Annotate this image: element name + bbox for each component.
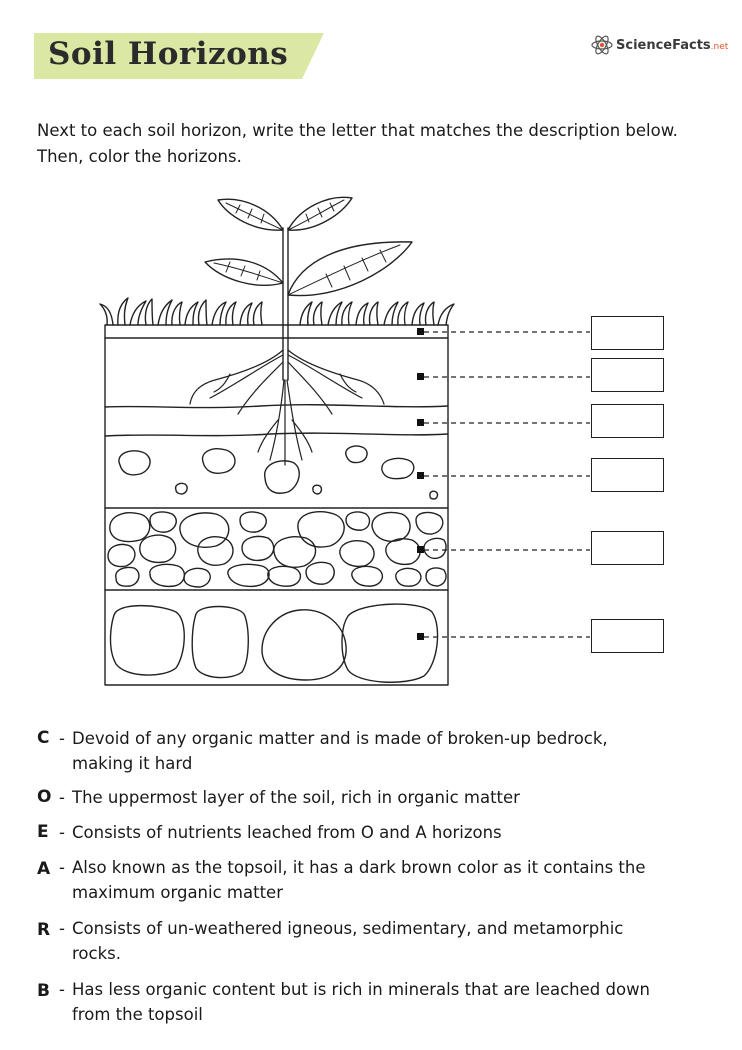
pointer-marker <box>417 373 424 380</box>
pointer-marker <box>417 546 424 553</box>
logo-main: ScienceFacts <box>616 37 711 53</box>
grass <box>100 298 454 325</box>
page-title: Soil Horizons <box>48 36 289 72</box>
description-line-1: Has less organic content but is rich in minerals that are leached down <box>72 980 651 999</box>
plant-stem <box>283 228 288 380</box>
answer-box-3[interactable] <box>591 404 664 438</box>
answer-box-2[interactable] <box>591 358 664 392</box>
description-text: - Consists of nutrients leached from O and A horizons <box>59 823 502 842</box>
logo-suffix: .net <box>710 41 729 52</box>
answer-box-5[interactable] <box>591 531 664 565</box>
a-horizon-boundary <box>105 405 448 408</box>
description-line-1: Also known as the topsoil, it has a dark brown color as it contains the <box>72 858 646 877</box>
sciencefacts-logo <box>591 34 728 56</box>
leaf-middle-left <box>205 259 283 285</box>
description-text: - Also known as the topsoil, it has a dark brown color as it contains the maximum organic matter <box>59 858 646 902</box>
description-text: - The uppermost layer of the soil, rich in organic matter <box>59 788 520 807</box>
horizon-letter: A <box>37 859 51 879</box>
horizon-letter: B <box>37 981 50 1001</box>
description-line-2: from the topsoil <box>72 1005 203 1024</box>
description-line-1: The uppermost layer of the soil, rich in organic matter <box>72 788 520 807</box>
pointer-marker <box>417 328 424 335</box>
description-text: - Devoid of any organic matter and is made of broken-up bedrock, making it hard <box>59 729 608 773</box>
description-line-2: maximum organic matter <box>72 883 283 902</box>
logo-text <box>616 38 728 53</box>
description-text: - Has less organic content but is rich in minerals that are leached down from the topsoil <box>59 980 651 1024</box>
description-line-1: Devoid of any organic matter and is made of broken-up bedrock, <box>72 729 608 748</box>
description-line-1: Consists of un-weathered igneous, sedimentary, and metamorphic <box>72 919 624 938</box>
description-line-2: rocks. <box>72 944 121 963</box>
leaf-middle-right <box>288 242 412 296</box>
description-line-2: making it hard <box>72 754 193 773</box>
title-banner <box>34 33 324 79</box>
horizon-letter: C <box>37 728 50 748</box>
instructions: Next to each soil horizon, write the letter that matches the description below. Then, color the horizons. <box>37 121 678 166</box>
label-leaders <box>417 328 590 640</box>
horizon-letter: R <box>37 920 51 940</box>
horizon-letter: O <box>37 787 52 807</box>
b-horizon-pebbles <box>119 446 438 499</box>
pointer-marker <box>417 419 424 426</box>
answer-box-4[interactable] <box>591 458 664 492</box>
horizon-letter: E <box>37 822 49 842</box>
answer-box-6[interactable] <box>591 619 664 653</box>
pointer-marker <box>417 633 424 640</box>
c-horizon-rocks <box>108 512 446 587</box>
pointer-marker <box>417 472 424 479</box>
r-horizon-bedrock <box>111 604 438 682</box>
description-text: - Consists of un-weathered igneous, sedimentary, and metamorphic rocks. <box>59 919 624 963</box>
answer-box-1[interactable] <box>591 316 664 350</box>
soil-block-outline <box>105 325 448 685</box>
description-line-1: Consists of nutrients leached from O and A horizons <box>72 823 502 842</box>
atom-icon <box>591 34 613 56</box>
